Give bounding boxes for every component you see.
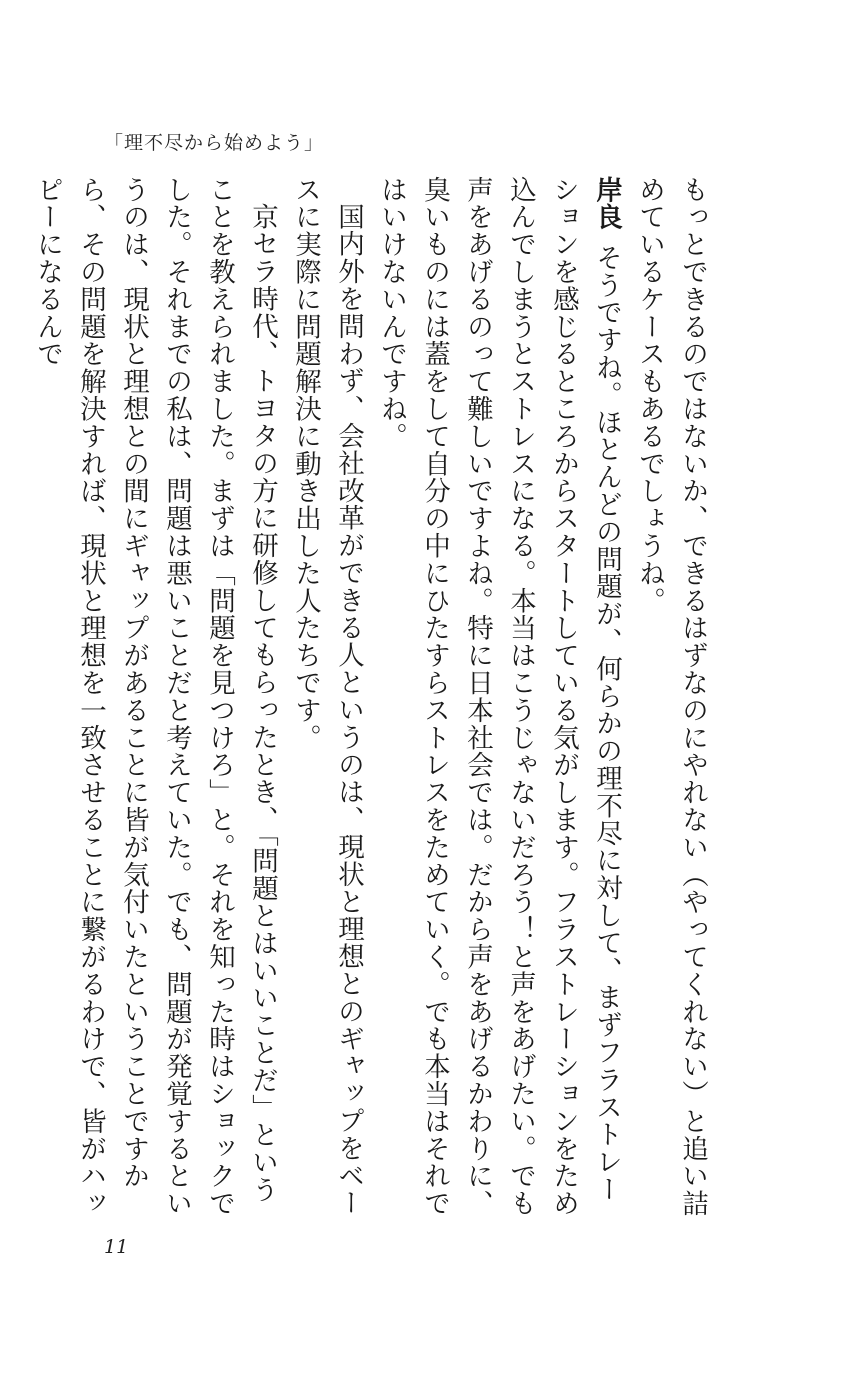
vertical-body-text	[26, 176, 714, 1228]
paragraph-continuation: もっとできるのではないか、できるはずなのにやれない（やってくれない）と追い詰めているケースもあるでしょうね。	[634, 176, 708, 1218]
dialogue-paragraph	[370, 176, 628, 1228]
speaker-name: 岸良	[591, 176, 622, 231]
paragraph: 京セラ時代、トヨタの方に研修してもらったとき、「問題とはいいことだ」ということを教えられました。まずは「問題を見つけろ」と。それを知った時はショックでした。それまでの私は、問題は悪いことだと考えていた。でも、問題が発覚するというのは、現状と理想との間にギャップがあることに皆が気付いたということですから、その問題を解決すれば、現状と理想を一致させることに繋がるわけで、皆がハッピーになるんで	[32, 176, 278, 1218]
running-title: 「理不尽から始めよう」	[104, 132, 325, 154]
page-number: 11	[104, 1236, 129, 1258]
paragraph: 国内外を問わず、会社改革ができる人というのは、現状と理想とのギャップをベースに実際に問題解決に動き出した人たちです。	[290, 176, 364, 1217]
dialogue-text: そうですね。ほとんどの問題が、何らかの理不尽に対して、まずフラストレーションを感じるところからスタートしている気がします。フラストレーションをため込んでしまうとストレスになる。本当はこうじゃないだろう！と声をあげたい。でも声をあげるのって難しいですよね。特に日本社会では。だから声をあげるかわりに、臭いものには蓋をして自分の中にひたすらストレスをためていく。でも本当はそれではいけないんですね。	[376, 176, 622, 1218]
